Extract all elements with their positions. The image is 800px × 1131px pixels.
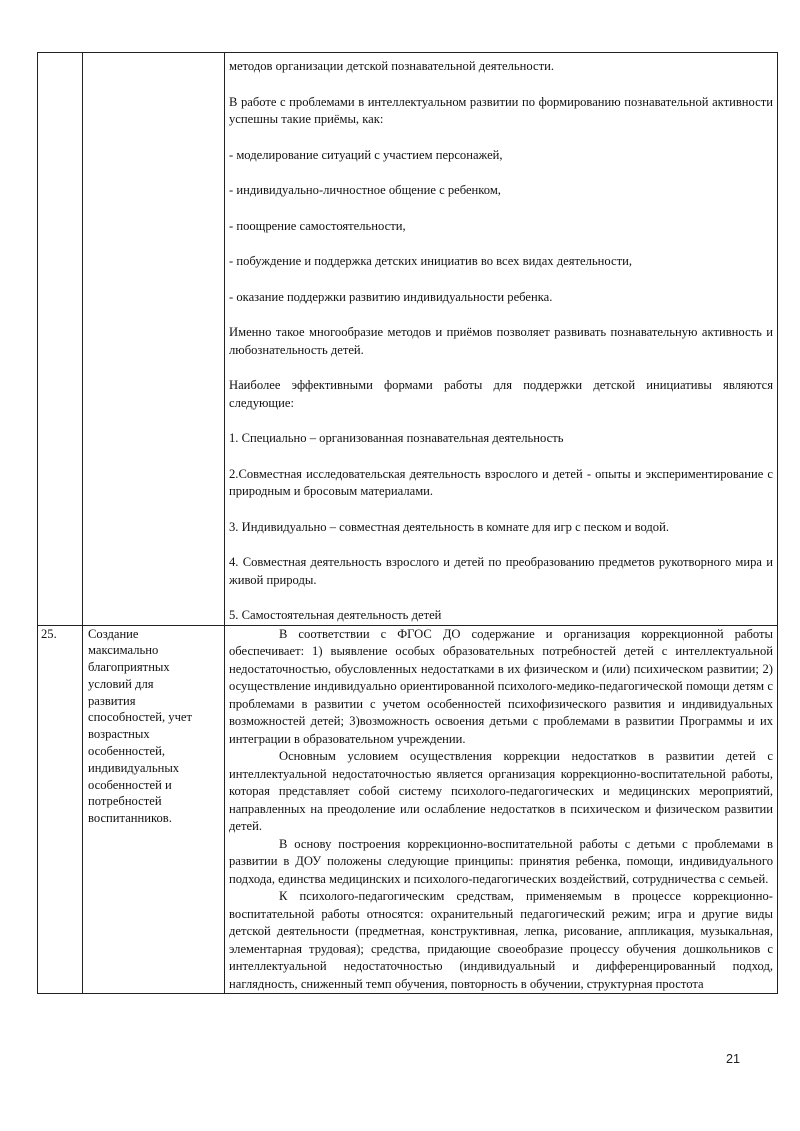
content-cell [225, 53, 778, 626]
paragraph: В работе с проблемами в интеллектуальном развитии по формированию познавательной активности успешны такие приёмы, как: [229, 94, 773, 126]
number-cell [38, 53, 83, 626]
title-line: особенностей, [88, 744, 165, 759]
row-number: 25. [38, 625, 83, 994]
paragraph: 3. Индивидуально – совместная деятельность в комнате для игр с песком и водой. [229, 519, 669, 534]
table-row [38, 625, 778, 994]
paragraph: - поощрение самостоятельности, [229, 218, 406, 233]
paragraph: методов организации детской познавательной деятельности. [229, 59, 554, 73]
paragraph: - индивидуально-личностное общение с ребенком, [229, 183, 501, 197]
page-number: 21 [726, 1052, 741, 1066]
paragraph: Наиболее эффективными формами работы для поддержки детской инициативы являются следующие: [229, 378, 773, 410]
title-line: индивидуальных [88, 760, 180, 775]
title-line: максимально [88, 643, 159, 658]
paragraph: 2.Совместная исследовательская деятельность взрослого и детей - опыты и экспериментирование с природным и бросовым материалами. [229, 466, 773, 498]
paragraph: 5. Самостоятельная деятельность детей [229, 608, 442, 622]
paragraph: 4. Совместная деятельность взрослого и детей по преобразованию предметов рукотворного мира и живой природы. [229, 555, 773, 587]
table-row [38, 53, 778, 626]
paragraph: Именно такое многообразие методов и приёмов позволяет развивать познавательную активность и любознательность детей. [229, 325, 773, 357]
content-cell [225, 625, 778, 994]
title-line: условий для [88, 676, 154, 691]
title-line: особенностей и [88, 777, 172, 792]
title-line: развития [88, 693, 136, 708]
paragraph: - побуждение и поддержка детских инициатив во всех видах деятельности, [229, 254, 632, 268]
content-table [37, 52, 778, 994]
title-line: потребностей [88, 794, 162, 809]
paragraph: Основным условием осуществления коррекции недостатков в развитии детей с интеллектуальной недостаточностью является организация коррекционно-воспитательной работы, которая представляет собой систему психолого-педагогических и медицинских мероприятий, направленных на преодоление или ослабление недостатков в психическом и физическом развитии детей. [229, 749, 773, 833]
paragraph: В основу построения коррекционно-воспитательной работы с детьми с проблемами в развитии в ДОУ положены следующие принципы: принятия ребенка, помощи, индивидуального подхода, единства медицинских и психолого-педагогических воздействий, сотрудничества с семьей. [229, 836, 773, 886]
title-cell [83, 53, 225, 626]
paragraph: К психолого-педагогическим средствам, применяемым в процессе коррекционно-воспитательной работы относятся: охранительный педагогический режим; игра и другие виды детской деятельности (предметная, конструктивная, лепка, рисование, аппликация, музыкальная, элементарная трудовая); средства, придающие своеобразие процессу обучения дошкольников с интеллектуальной недостаточностью (индивидуальный и дифференцированный подход, наглядность, сниженный темп обучения, повторность в обучении, структурная простота [229, 889, 773, 991]
paragraph: 1. Специально – организованная познавательная деятельность [229, 431, 564, 445]
title-line: Создание [88, 626, 139, 641]
title-line: воспитанников. [88, 811, 172, 826]
title-line: благоприятных [88, 660, 170, 675]
row-title [83, 625, 225, 994]
title-line: возрастных [88, 727, 150, 742]
title-line: способностей, учет [88, 710, 193, 725]
paragraph: - оказание поддержки развитию индивидуальности ребенка. [229, 289, 553, 304]
paragraph: В соответствии с ФГОС ДО содержание и организация коррекционной работы обеспечивает: 1) выявление особых образовательных потребностей детей с интеллектуальной недостаточностью, обусловленных недостатками в их физическом и (или) психическом развитии; 2) осуществление индивидуально ориентированной психолого-медико-педагогической помощи детям с проблемами в развитии с учетом особенностей психофизического развития и индивидуальных возможностей детей; 3)возможность освоения детьми с проблемами в развитии Программы и их интеграции в образовательном учреждении. [229, 626, 773, 746]
paragraph: - моделирование ситуаций с участием персонажей, [229, 147, 503, 162]
